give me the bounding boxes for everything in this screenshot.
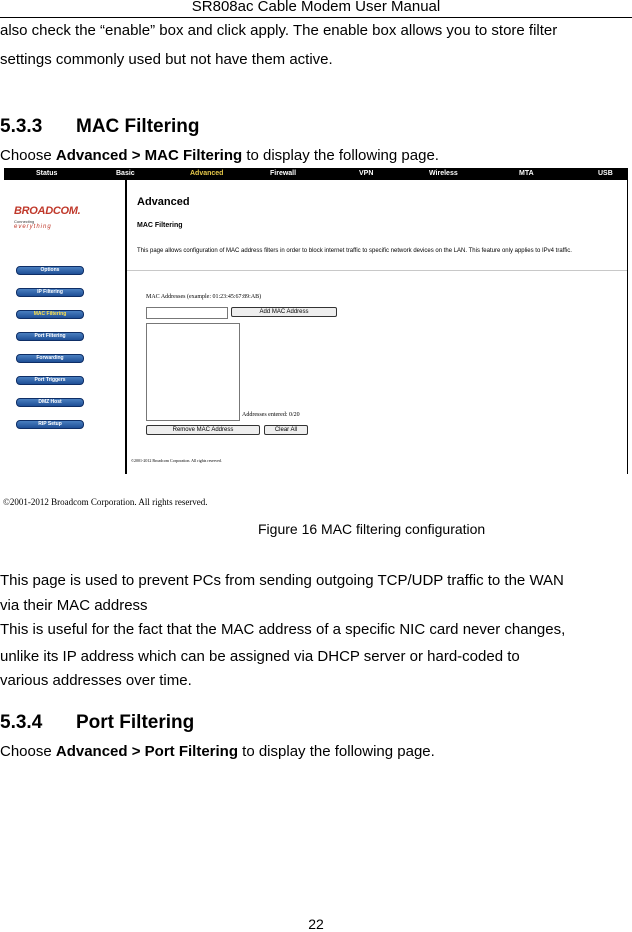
sidebar-mac-filtering[interactable]: MAC Filtering	[16, 310, 84, 319]
section-number: 5.3.4	[0, 712, 43, 733]
choose-suffix: to display the following page.	[238, 743, 435, 760]
body-p1-line1: This page is used to prevent PCs from sending outgoing TCP/UDP traffic to the WAN	[0, 572, 564, 589]
choose-prefix: Choose	[0, 743, 56, 760]
router-screenshot	[4, 168, 628, 474]
body-p2-line2: unlike its IP address which can be assigned via DHCP server or hard-coded to	[0, 648, 520, 665]
body-p2-line3: various addresses over time.	[0, 672, 192, 689]
header-rule	[0, 17, 632, 18]
panel-divider	[127, 270, 627, 271]
remove-mac-address-button[interactable]: Remove MAC Address	[146, 425, 260, 435]
sidebar-forwarding[interactable]: Forwarding	[16, 354, 84, 363]
sidebar-dmz-host[interactable]: DMZ Host	[16, 398, 84, 407]
sidebar-divider	[125, 180, 127, 474]
body-p1-line2: via their MAC address	[0, 597, 148, 614]
page-number: 22	[308, 916, 324, 932]
sidebar-rip-setup[interactable]: RIP Setup	[16, 420, 84, 429]
nav-status[interactable]: Status	[36, 170, 58, 177]
menu-path: Advanced > MAC Filtering	[55, 147, 243, 164]
top-nav-bar	[4, 168, 627, 180]
mac-address-list[interactable]	[146, 323, 240, 421]
logo-tagline-2: everything	[14, 224, 52, 230]
panel-description: This page allows configuration of MAC address filters in order to block internet traffic to specific network devices on the LAN. This feature only applies to IPv4 traffic.	[137, 248, 572, 254]
nav-mta[interactable]: MTA	[519, 170, 534, 177]
menu-path: Advanced > Port Filtering	[55, 743, 238, 760]
nav-basic[interactable]: Basic	[116, 170, 135, 177]
intro-line-2: settings commonly used but not have them active.	[0, 51, 333, 68]
mac-address-label: MAC Addresses (example: 01:23:45:67:89:AB)	[146, 294, 262, 300]
section-title: Port Filtering	[76, 712, 195, 733]
nav-firewall[interactable]: Firewall	[270, 170, 297, 177]
section-number: 5.3.3	[0, 116, 43, 137]
page-header-title: SR808ac Cable Modem User Manual	[191, 0, 441, 15]
choose-instruction-port	[0, 741, 632, 763]
choose-instruction-mac	[0, 145, 632, 167]
figure-copyright: ©2001-2012 Broadcom Corporation. All rights reserved.	[3, 497, 208, 507]
logo-brand: BROADCOM.	[14, 205, 81, 217]
nav-usb[interactable]: USB	[598, 170, 613, 177]
figure-caption-text: Figure 16 MAC filtering configuration	[258, 521, 486, 537]
choose-prefix: Choose	[0, 147, 56, 164]
sidebar-ip-filtering[interactable]: IP Filtering	[16, 288, 84, 297]
sidebar-port-triggers[interactable]: Port Triggers	[16, 376, 84, 385]
panel-subtitle: MAC Filtering	[137, 222, 183, 229]
nav-vpn[interactable]: VPN	[359, 170, 374, 177]
nav-advanced[interactable]: Advanced	[190, 170, 224, 177]
clear-all-button[interactable]: Clear All	[264, 425, 308, 435]
addresses-entered: Addresses entered: 0/20	[242, 412, 300, 418]
logo-tagline-1: Connecting	[14, 219, 35, 224]
sidebar-options[interactable]: Options	[16, 266, 84, 275]
section-heading-mac-filtering	[0, 116, 200, 138]
intro-line-1: also check the “enable” box and click apply. The enable box allows you to store filter	[0, 22, 558, 39]
panel-title: Advanced	[137, 196, 190, 208]
screenshot-copyright: ©2001-2012 Broadcom Corporation. All rights reserved.	[131, 458, 222, 463]
broadcom-logo	[14, 205, 90, 230]
choose-suffix: to display the following page.	[242, 147, 439, 164]
section-title: MAC Filtering	[76, 116, 200, 137]
body-p2-line1: This is useful for the fact that the MAC address of a specific NIC card never changes,	[0, 621, 566, 638]
nav-wireless[interactable]: Wireless	[429, 170, 458, 177]
add-mac-address-button[interactable]: Add MAC Address	[231, 307, 337, 317]
sidebar-port-filtering[interactable]: Port Filtering	[16, 332, 84, 341]
section-heading-port-filtering	[0, 712, 194, 734]
mac-address-input[interactable]	[146, 307, 228, 319]
